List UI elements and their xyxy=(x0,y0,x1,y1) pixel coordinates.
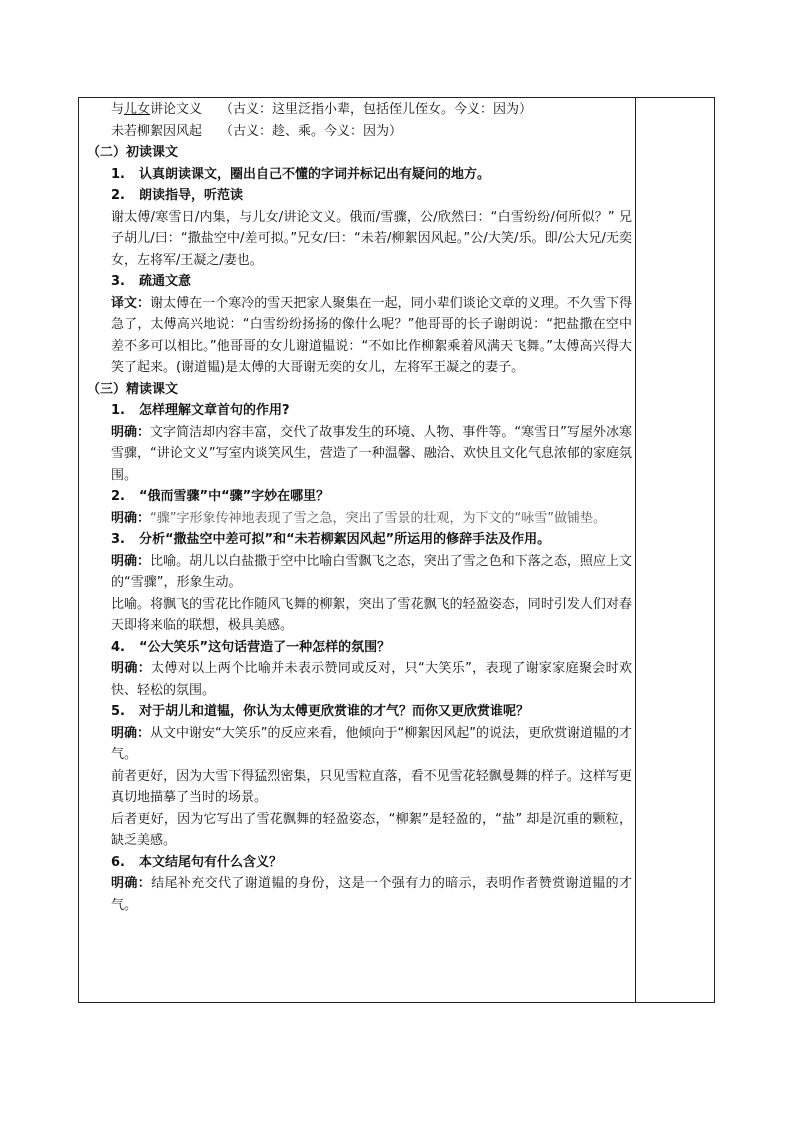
question-heading: 4. “公大笑乐”这句话营造了一种怎样的氛围？ xyxy=(111,639,391,655)
answer-paragraph: 明确：比喻。胡儿以白盐撒于空中比喻白雪飘飞之态，突出了雪之色和下落之态，照应上文的“雪骤”，形象生动。 xyxy=(111,553,632,590)
lesson-content xyxy=(87,99,632,916)
translation-paragraph: 译文：谢太傅在一个寒冷的雪天把家人聚集在一起，同小辈们谈论文章的义理。不久雪下得急了，太傅高兴地说：“白雪纷纷扬扬的像什么呢？”他哥哥的长子谢朗说：“把盐撒在空中差不多可以相比。”他哥哥的女儿谢道韫说：“不如比作柳絮乘着风满天飞舞。”太傅高兴得大笑了起来。(谢道韫)是太傅的大哥谢无奕的女儿，左将军王凝之的妻子。 xyxy=(111,295,632,375)
lesson-table xyxy=(78,97,715,1003)
vocab-line xyxy=(87,99,632,121)
vocab-phrase: 未若柳絮因风起 xyxy=(111,123,203,139)
answer-paragraph: 明确：文字简洁却内容丰富，交代了故事发生的环境、人物、事件等。“寒雪日”写屋外冰寒雪骤，“讲论文义”写室内谈笑风生，营造了一种温馨、融洽、欢快且文化气息浓郁的家庭氛围。 xyxy=(111,424,632,483)
answer-paragraph: 明确：“骤”字形象传神地表现了雪之急，突出了雪景的壮观，为下文的“咏雪”做铺垫。 xyxy=(111,510,606,526)
step-heading: 2. 朗读指导，听范读 xyxy=(111,188,244,203)
question-heading: 3. 分析“撒盐空中差可拟”和“未若柳絮因风起”所运用的修辞手法及作用。 xyxy=(111,532,551,547)
question-heading: 5. 对于胡儿和道韫，你认为太傅更欣赏谁的才气？而你又更欣赏谁呢？ xyxy=(111,704,530,719)
answer-paragraph: 明确：从文中谢安“大笑乐”的反应来看，他倾向于“柳絮因风起”的说法，更欣赏谢道韫的才气。 xyxy=(111,725,632,762)
section-title: （二）初读课文 xyxy=(87,145,179,160)
question-heading: 2. “俄而雪骤”中“骤”字妙在哪里？ xyxy=(111,489,330,504)
question-heading: 6. 本文结尾句有什么含义？ xyxy=(111,854,283,870)
answer-paragraph: 明确：结尾补充交代了谢道韫的身份，这是一个强有力的暗示，表明作者赞赏谢道韫的才气。 xyxy=(111,876,632,913)
notes-cell xyxy=(636,98,714,1002)
step-heading: 3. 疏通文意 xyxy=(111,274,192,289)
answer-paragraph: 后者更好，因为它写出了雪花飘舞的轻盈姿态，“柳絮”是轻盈的，“盐” 却是沉重的颗粒，缺乏美感。 xyxy=(111,811,632,848)
vocab-note: （古义：趁、乘。今义：因为） xyxy=(220,123,403,139)
step-heading: 1. 认真朗读课文，圈出自己不懂的字词并标记出有疑问的地方。 xyxy=(111,166,491,182)
reading-text: 谢太傅/寒雪日/内集，与儿女/讲论文义。俄而/雪骤，公/欣然曰：“白雪纷纷/何所似？” 兄子胡儿/曰：“撒盐空中/差可拟。”兄女/曰：“未若/柳絮因风起。”公/大笑/乐。即/公大兄/无奕女，左将军/王凝之/妻也。 xyxy=(111,209,632,268)
vocab-phrase: 与 xyxy=(111,102,125,117)
question-heading: 1. 怎样理解文章首句的作用? xyxy=(111,403,290,418)
answer-paragraph: 比喻。将飘飞的雪花比作随风飞舞的柳絮，突出了雪花飘飞的轻盈姿态，同时引发人们对春天即将来临的联想，极具美感。 xyxy=(111,596,632,633)
vocab-line xyxy=(87,121,632,143)
vocab-phrase: 讲论文义 xyxy=(150,102,203,117)
answer-paragraph: 明确：太傅对以上两个比喻并未表示赞同或反对，只“大笑乐”，表现了谢家家庭聚会时欢快、轻松的氛围。 xyxy=(111,661,632,698)
section-title: （三）精读课文 xyxy=(87,381,179,397)
answer-paragraph: 前者更好，因为大雪下得猛烈密集，只见雪粒直落，看不见雪花轻飘曼舞的样子。这样写更真切地描摹了当时的场景。 xyxy=(111,768,632,805)
vocab-keyword: 儿女 xyxy=(124,102,151,117)
vocab-note: （古义：这里泛指小辈，包括侄儿侄女。今义：因为） xyxy=(220,102,533,117)
